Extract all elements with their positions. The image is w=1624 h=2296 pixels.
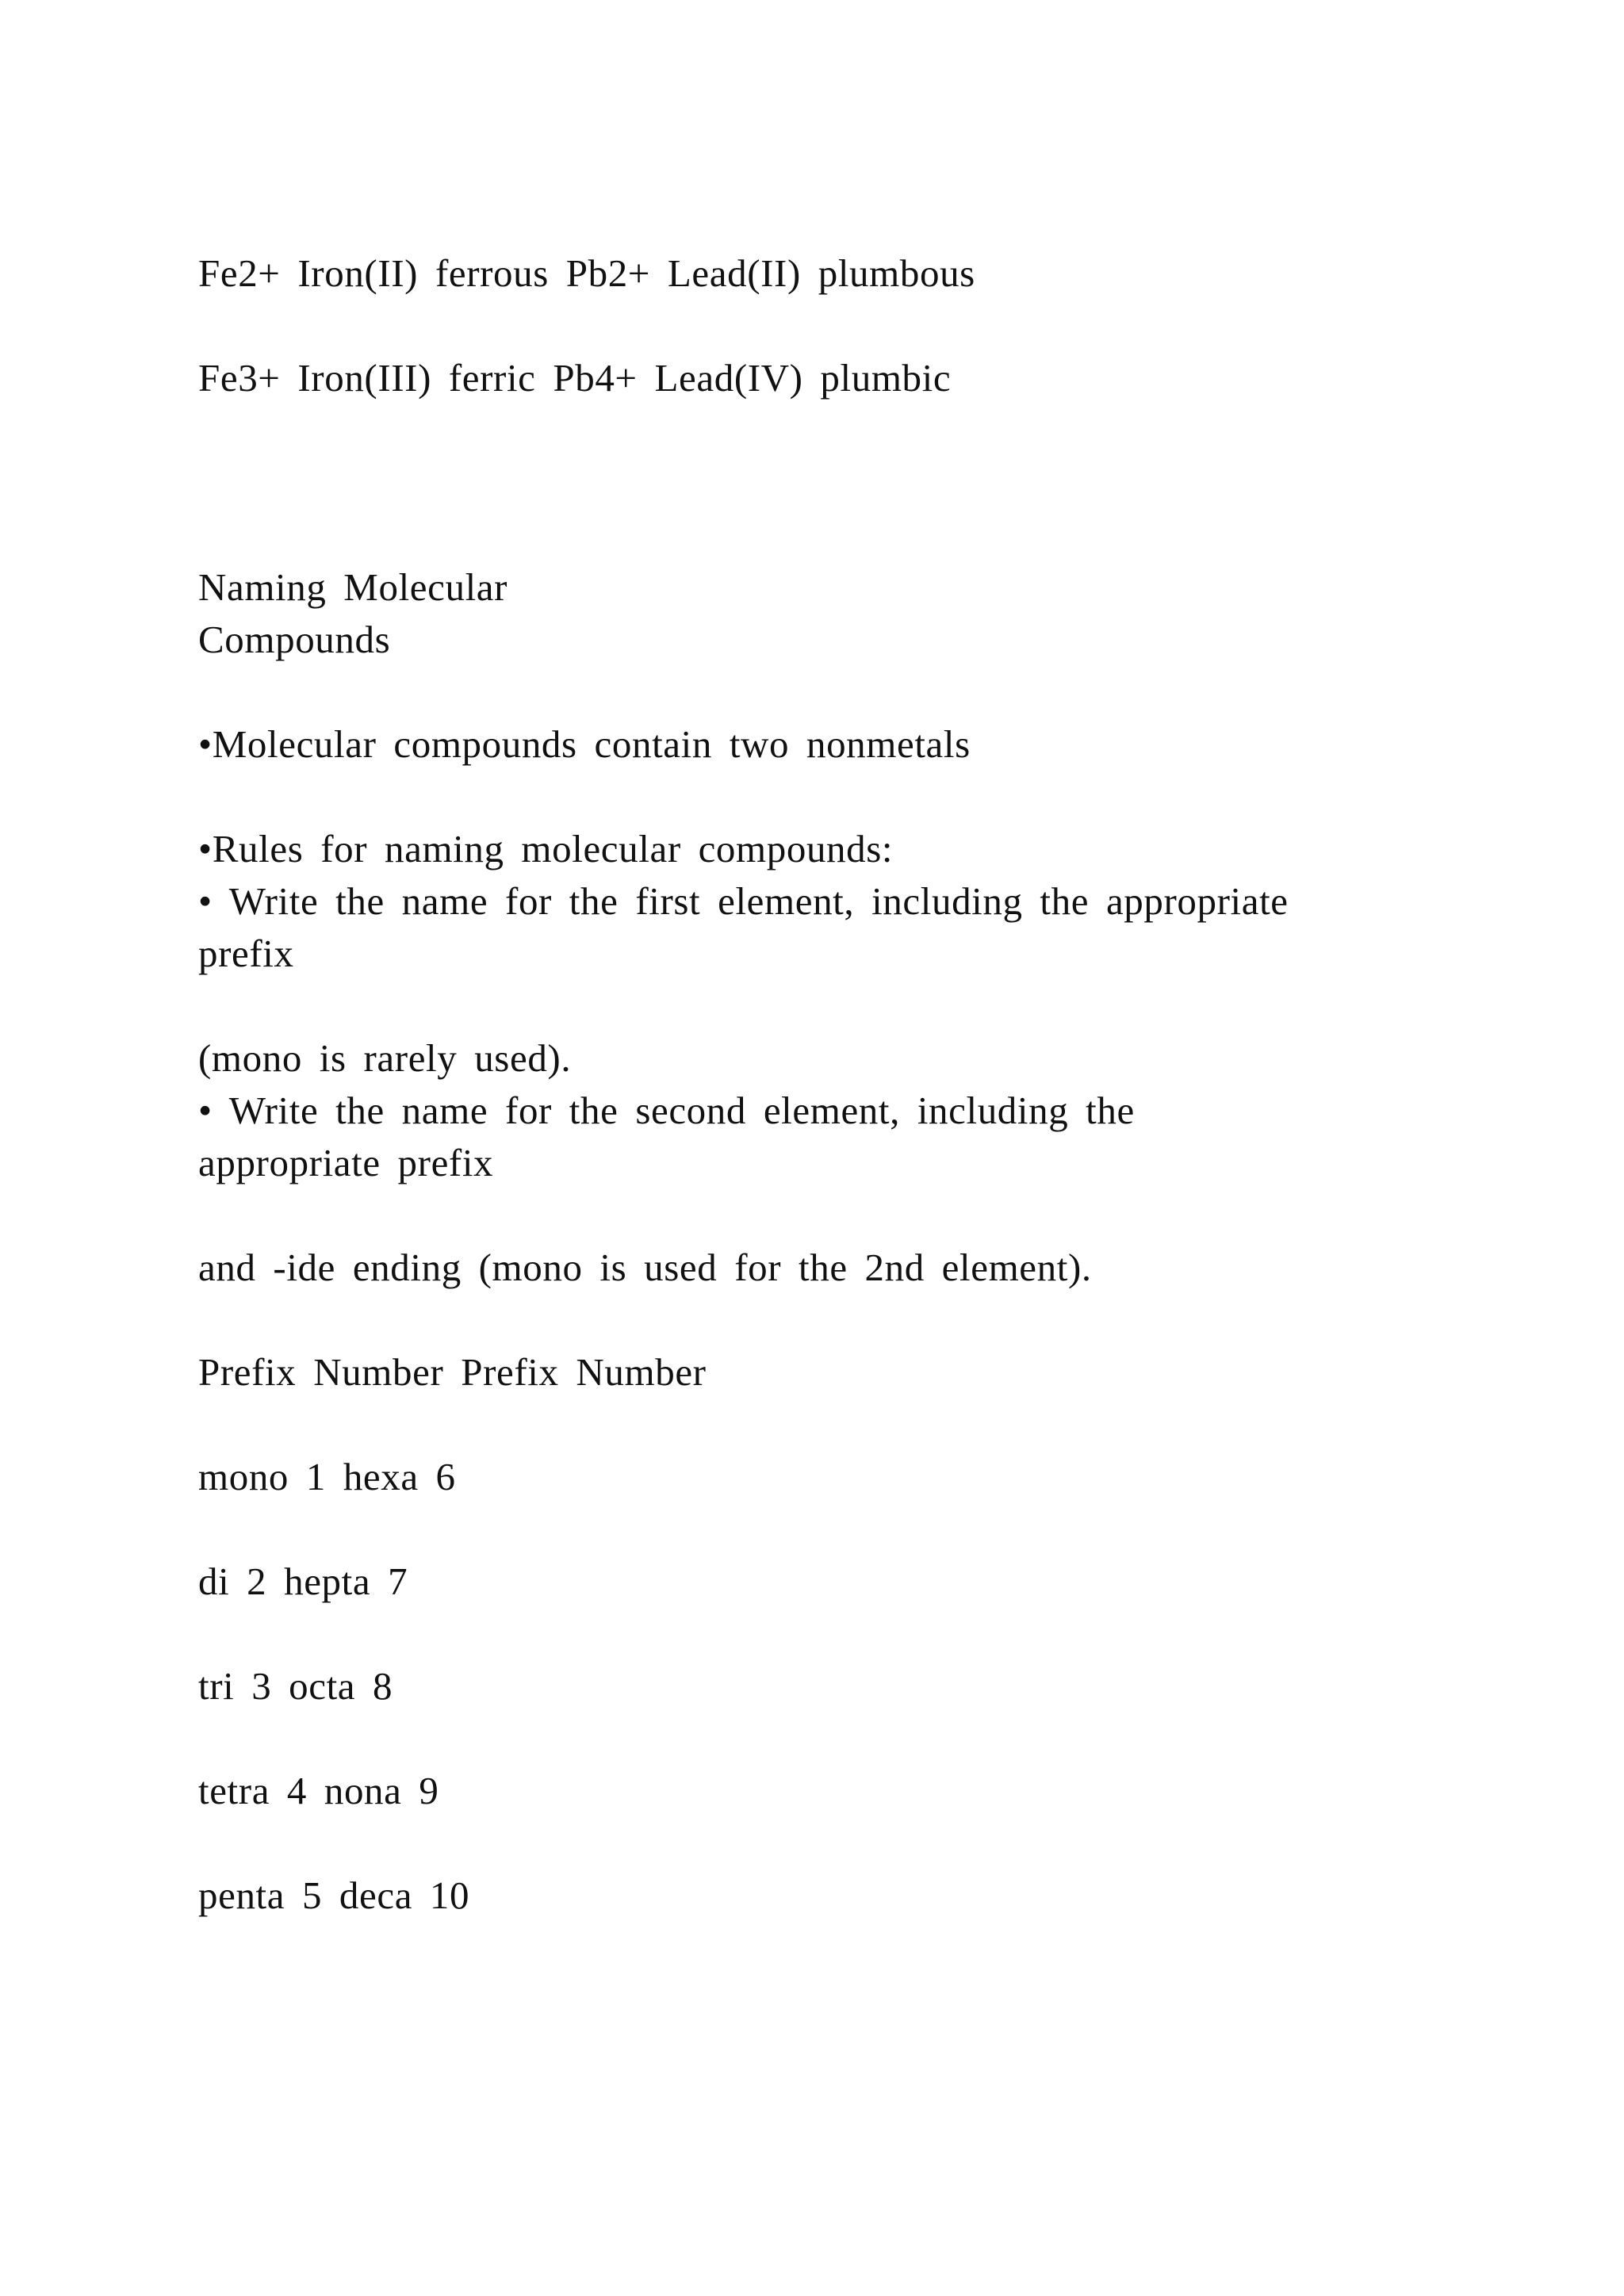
prefix-row-mono-hexa: mono 1 hexa 6 [198, 1455, 456, 1498]
rule-2-line-1: • Write the name for the second element, including the [198, 1089, 1135, 1132]
section-title-line-1: Naming Molecular [198, 565, 508, 609]
prefix-row-penta-deca: penta 5 deca 10 [198, 1873, 470, 1917]
rule-2-line-2: appropriate prefix [198, 1141, 494, 1184]
ion-row-iron-ii-lead-ii: Fe2+ Iron(II) ferrous Pb2+ Lead(II) plumbous [198, 251, 975, 295]
ion-row-iron-iii-lead-iv: Fe3+ Iron(III) ferric Pb4+ Lead(IV) plumbic [198, 356, 952, 400]
bullet-rules-heading: •Rules for naming molecular compounds: [198, 827, 894, 871]
rule-1-line-3: (mono is rarely used). [198, 1036, 572, 1080]
section-title-line-2: Compounds [198, 618, 391, 661]
prefix-table-header: Prefix Number Prefix Number [198, 1350, 707, 1394]
bullet-molecular-compounds: •Molecular compounds contain two nonmetals [198, 722, 971, 766]
rule-1-line-1: • Write the name for the first element, including the appropriate [198, 879, 1289, 923]
rule-1-line-2: prefix [198, 932, 294, 975]
rule-2-line-3: and -ide ending (mono is used for the 2nd element). [198, 1246, 1092, 1289]
prefix-row-tetra-nona: tetra 4 nona 9 [198, 1769, 439, 1812]
prefix-row-tri-octa: tri 3 octa 8 [198, 1664, 393, 1708]
prefix-row-di-hepta: di 2 hepta 7 [198, 1559, 408, 1603]
